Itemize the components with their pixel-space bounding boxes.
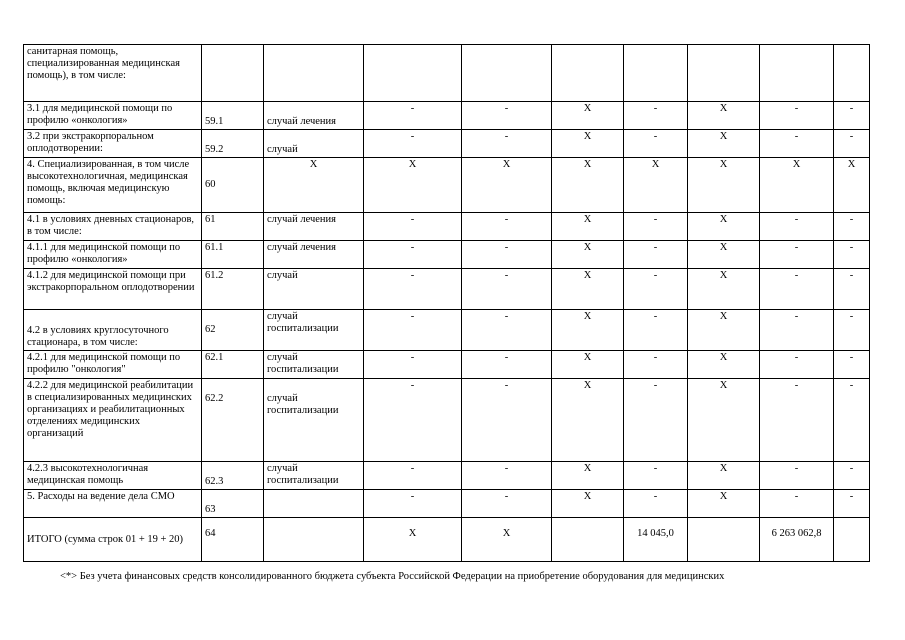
footnote: <*> Без учета финансовых средств консолидированного бюджета субъекта Российской Федерации на приобретение оборудования для медицинских [60, 571, 725, 582]
value-cell: X [688, 130, 760, 158]
table-row [24, 379, 870, 462]
value-cell: X [552, 102, 624, 130]
value-cell: - [834, 241, 870, 269]
table-row [24, 462, 870, 490]
row-unit-cell: случай [264, 269, 364, 310]
value-cell: X [688, 379, 760, 462]
row-name-cell: 4.2 в условиях круглосуточного стационара, в том числе: [24, 310, 202, 351]
row-name-cell: 4.2.3 высокотехнологичная медицинская помощь [24, 462, 202, 490]
expenses-table [23, 44, 870, 562]
value-cell: - [624, 490, 688, 518]
table-row [24, 45, 870, 102]
value-cell: - [624, 310, 688, 351]
row-name-cell: 4.2.1 для медицинской помощи по профилю "онкология" [24, 351, 202, 379]
value-cell: X [552, 490, 624, 518]
value-cell: - [834, 102, 870, 130]
row-code-cell: 59.2 [202, 130, 264, 158]
value-cell: 14 045,0 [624, 518, 688, 562]
row-name-cell: 3.1 для медицинской помощи по профилю «онкология» [24, 102, 202, 130]
value-cell: X [364, 158, 462, 213]
value-cell: X [552, 379, 624, 462]
table-row [24, 490, 870, 518]
value-cell: X [364, 518, 462, 562]
value-cell: - [834, 310, 870, 351]
row-code-cell: 64 [202, 518, 264, 562]
value-cell: - [760, 351, 834, 379]
value-cell: X [688, 462, 760, 490]
value-cell: X [688, 269, 760, 310]
table-row [24, 310, 870, 351]
value-cell: X [834, 158, 870, 213]
value-cell: - [462, 130, 552, 158]
value-cell: - [462, 462, 552, 490]
value-cell: - [760, 462, 834, 490]
row-name-cell: 4.2.2 для медицинской реабилитации в специализированных медицинских организациях и реабилитационных отделениях медицинских организаций [24, 379, 202, 462]
value-cell: - [364, 379, 462, 462]
value-cell: - [760, 241, 834, 269]
table-row [24, 213, 870, 241]
row-name-cell: санитарная помощь, специализированная медицинская помощь), в том числе: [24, 45, 202, 102]
value-cell: - [760, 310, 834, 351]
value-cell: - [364, 269, 462, 310]
value-cell: - [834, 130, 870, 158]
value-cell: X [688, 310, 760, 351]
value-cell: 6 263 062,8 [760, 518, 834, 562]
value-cell: - [364, 102, 462, 130]
value-cell: - [624, 102, 688, 130]
value-cell: - [462, 213, 552, 241]
value-cell: X [462, 158, 552, 213]
value-cell: X [624, 158, 688, 213]
row-name-cell: 5. Расходы на ведение дела СМО [24, 490, 202, 518]
row-code-cell: 61.2 [202, 269, 264, 310]
value-cell: X [552, 213, 624, 241]
row-unit-cell [264, 518, 364, 562]
value-cell: X [688, 213, 760, 241]
value-cell: - [834, 462, 870, 490]
value-cell [624, 45, 688, 102]
value-cell: X [552, 269, 624, 310]
value-cell: - [364, 310, 462, 351]
value-cell: - [462, 102, 552, 130]
value-cell: X [688, 351, 760, 379]
value-cell: X [552, 351, 624, 379]
row-unit-cell [264, 45, 364, 102]
value-cell [688, 518, 760, 562]
value-cell: - [462, 351, 552, 379]
row-name-cell: ИТОГО (сумма строк 01 + 19 + 20) [24, 518, 202, 562]
value-cell: - [364, 241, 462, 269]
value-cell: X [688, 158, 760, 213]
value-cell: X [552, 130, 624, 158]
row-code-cell [202, 45, 264, 102]
value-cell: X [688, 490, 760, 518]
row-unit-cell: случай госпитализации [264, 310, 364, 351]
value-cell: - [834, 490, 870, 518]
row-code-cell: 62 [202, 310, 264, 351]
value-cell: - [834, 379, 870, 462]
row-unit-cell: X [264, 158, 364, 213]
row-unit-cell: случай [264, 130, 364, 158]
row-code-cell: 61.1 [202, 241, 264, 269]
value-cell: - [624, 213, 688, 241]
value-cell [834, 518, 870, 562]
value-cell: - [364, 213, 462, 241]
value-cell: - [462, 379, 552, 462]
value-cell: X [760, 158, 834, 213]
value-cell: - [834, 351, 870, 379]
row-unit-cell: случай госпитализации [264, 462, 364, 490]
row-code-cell: 61 [202, 213, 264, 241]
value-cell: - [624, 462, 688, 490]
value-cell: - [364, 351, 462, 379]
value-cell: - [624, 351, 688, 379]
table-row [24, 130, 870, 158]
value-cell: X [688, 241, 760, 269]
value-cell: X [688, 102, 760, 130]
row-name-cell: 4.1.1 для медицинской помощи по профилю «онкология» [24, 241, 202, 269]
value-cell: - [624, 269, 688, 310]
row-unit-cell: случай госпитализации [264, 351, 364, 379]
value-cell: - [462, 490, 552, 518]
table-row [24, 158, 870, 213]
row-name-cell: 3.2 при экстракорпоральном оплодотворении: [24, 130, 202, 158]
value-cell: X [552, 158, 624, 213]
value-cell: - [760, 130, 834, 158]
value-cell: - [364, 490, 462, 518]
value-cell: - [462, 269, 552, 310]
row-unit-cell: случай госпитализации [264, 379, 364, 462]
table-row [24, 241, 870, 269]
row-name-cell: 4.1 в условиях дневных стационаров, в том числе: [24, 213, 202, 241]
value-cell: X [552, 462, 624, 490]
value-cell: - [364, 130, 462, 158]
value-cell [462, 45, 552, 102]
value-cell: - [834, 269, 870, 310]
row-code-cell: 60 [202, 158, 264, 213]
value-cell: - [760, 102, 834, 130]
value-cell: - [834, 213, 870, 241]
value-cell: - [624, 130, 688, 158]
value-cell: - [760, 213, 834, 241]
table-row [24, 269, 870, 310]
table-row [24, 102, 870, 130]
table-row [24, 518, 870, 562]
value-cell: - [462, 310, 552, 351]
value-cell [364, 45, 462, 102]
value-cell: - [364, 462, 462, 490]
row-unit-cell: случай лечения [264, 102, 364, 130]
row-code-cell: 62.2 [202, 379, 264, 462]
row-unit-cell: случай лечения [264, 241, 364, 269]
value-cell: X [462, 518, 552, 562]
value-cell [552, 45, 624, 102]
row-code-cell: 62.1 [202, 351, 264, 379]
row-code-cell: 59.1 [202, 102, 264, 130]
value-cell: - [462, 241, 552, 269]
value-cell: - [760, 379, 834, 462]
value-cell: X [552, 241, 624, 269]
row-name-cell: 4. Специализированная, в том числе высокотехнологичная, медицинская помощь, включая медицинскую помощь: [24, 158, 202, 213]
value-cell: - [624, 241, 688, 269]
value-cell [688, 45, 760, 102]
value-cell: - [760, 490, 834, 518]
value-cell: - [760, 269, 834, 310]
row-unit-cell: случай лечения [264, 213, 364, 241]
row-unit-cell [264, 490, 364, 518]
value-cell: X [552, 310, 624, 351]
value-cell [834, 45, 870, 102]
value-cell [760, 45, 834, 102]
row-name-cell: 4.1.2 для медицинской помощи при экстракорпоральном оплодотворении [24, 269, 202, 310]
row-code-cell: 62.3 [202, 462, 264, 490]
row-code-cell: 63 [202, 490, 264, 518]
value-cell [552, 518, 624, 562]
value-cell: - [624, 379, 688, 462]
table-row [24, 351, 870, 379]
